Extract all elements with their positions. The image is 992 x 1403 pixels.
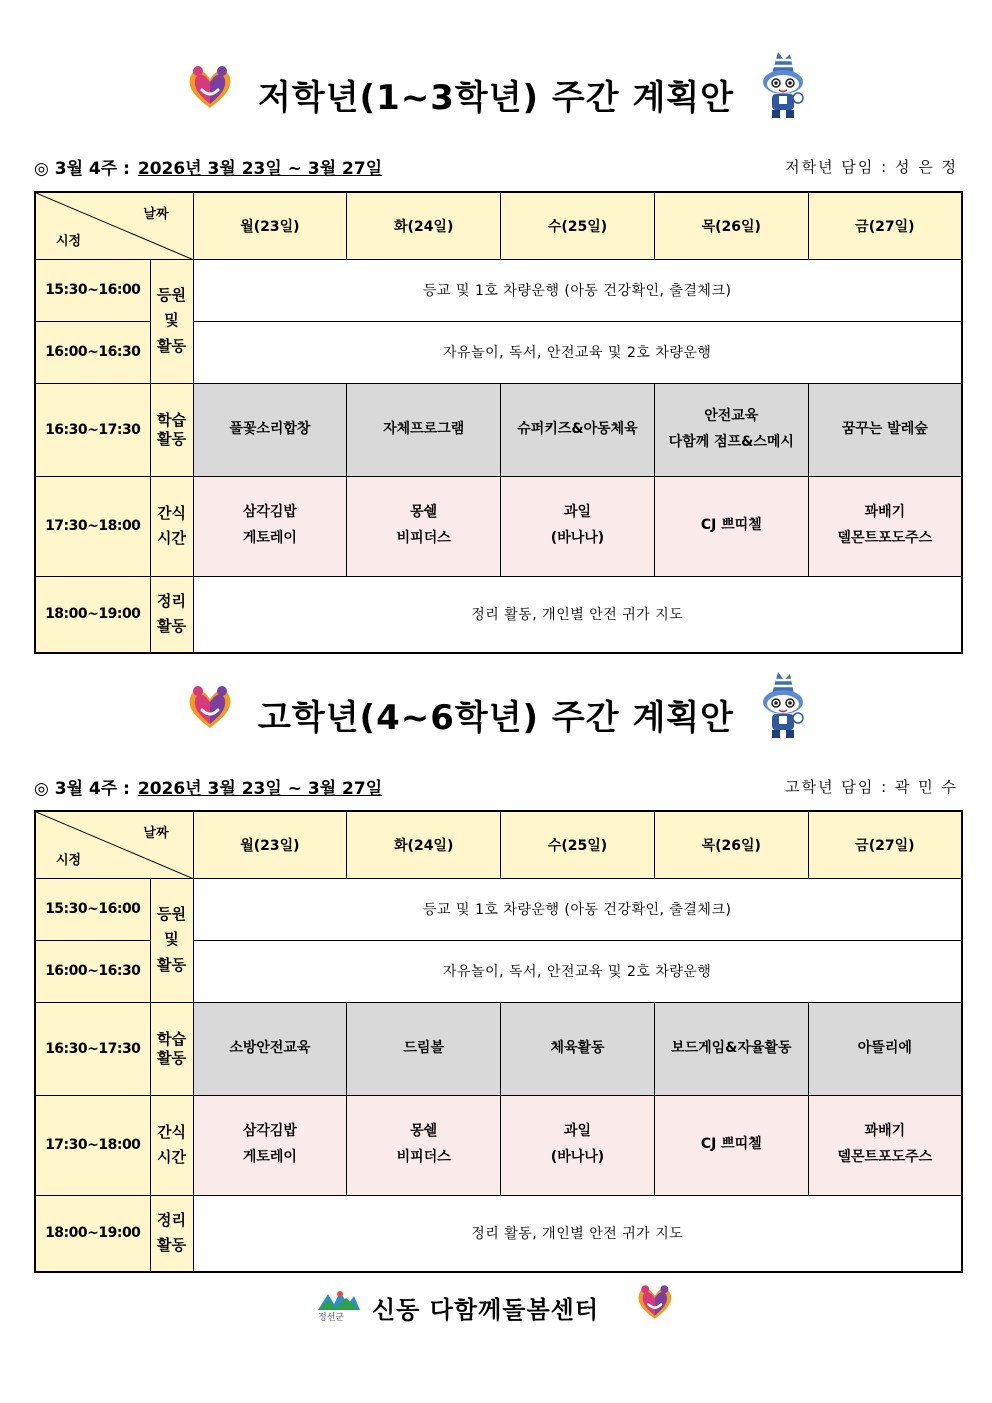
cell-line: 슈퍼키즈&아동체육 [517,420,638,437]
corner-date-label: 날짜 [143,826,169,841]
cell-line: 과일 [563,504,592,521]
learning-cell [193,1002,347,1095]
corner-cell [35,192,193,259]
cell-line: 과일 [563,1123,592,1140]
snack-cell [654,476,808,576]
day-header: 수(25일) [501,192,655,259]
category-line: 등원 [157,904,186,923]
cell-line: 보드게임&자율활동 [671,1039,792,1056]
cell-line: 체육활동 [550,1039,605,1056]
learning-cell [654,383,808,476]
day-header: 수(25일) [501,811,655,878]
cell-line: 드림볼 [403,1039,444,1056]
cell-line: CJ 쁘띠첼 [700,517,762,534]
week-info [34,154,382,179]
category-cell [150,1002,193,1095]
header-row [35,192,962,259]
cell-line: 비피더스 [396,530,451,546]
heart-people-logo-icon [634,1282,676,1327]
time-cell: 16:30~17:30 [35,1002,150,1095]
category-line: 간식 [157,1122,186,1141]
snack-cell [193,476,347,576]
cell-line: 게토레이 [242,530,297,546]
cell-line: 다함께 점프&스메시 [668,433,794,450]
cell-line: 몽쉘 [410,504,438,521]
time-cell: 18:00~19:00 [35,576,150,653]
category-line: 활동 [157,429,186,448]
category-line: 활동 [157,617,186,636]
week-label: ◎ 3월 4주 : [34,159,130,179]
time-cell: 16:30~17:30 [35,383,150,476]
time-cell: 15:30~16:00 [35,878,150,940]
cell-line: 소방안전교육 [229,1039,311,1056]
mascot-character-icon [752,670,814,744]
category-line: 활동 [157,336,186,355]
category-line: 등원 [157,285,186,304]
learning-cell [654,1002,808,1095]
activity-cell: 정리 활동, 개인별 안전 귀가 지도 [193,576,962,653]
category-line: 및 [164,311,179,330]
cell-line: 풀꽃소리합창 [229,420,311,437]
cell-line: 자체프로그램 [383,420,465,437]
snack-cell [501,1095,655,1195]
day-header: 목(26일) [654,811,808,878]
time-cell: 17:30~18:00 [35,1095,150,1195]
day-header: 화(24일) [347,192,501,259]
learning-cell [193,383,347,476]
snack-cell [808,476,962,576]
info-row [34,770,962,800]
cell-line: 안전교육 [704,408,759,425]
title-row [0,58,992,128]
day-header: 금(27일) [808,192,962,259]
corner-time-label: 시정 [56,852,82,868]
category-line: 학습 [157,410,186,429]
mascot-character-icon [752,50,814,124]
category-line: 활동 [157,955,186,974]
time-cell: 15:30~16:00 [35,259,150,321]
cell-line: 게토레이 [242,1149,297,1165]
cell-line: 델몬트포도주스 [837,530,933,546]
corner-time-label: 시정 [56,233,82,249]
cell-line: CJ 쁘띠첼 [700,1136,762,1153]
cell-line: 델몬트포도주스 [837,1149,933,1165]
page-title: 고학년(4~6학년) 주간 계획안 [258,698,734,738]
week-label: ◎ 3월 4주 : [34,779,130,799]
category-cell [150,1195,193,1272]
time-cell: 18:00~19:00 [35,1195,150,1272]
table-row [35,878,962,940]
category-line: 시간 [157,1148,186,1166]
learning-cell [347,1002,501,1095]
category-line: 시간 [157,529,186,547]
category-line: 간식 [157,503,186,522]
category-line: 정리 [157,1210,186,1229]
category-cell [150,878,193,1002]
title-row [0,678,992,748]
cell-line: 비피더스 [396,1149,451,1165]
table-row [35,576,962,653]
diagonal-divider-icon [36,812,194,879]
cell-line: 삼각김밥 [242,504,297,521]
teacher-info: 고학년 담임 : 곽 민 수 [785,778,958,796]
day-header: 금(27일) [808,811,962,878]
table-row [35,259,962,321]
cell-line: 꽈배기 [864,504,906,521]
activity-cell: 등교 및 1호 차량운행 (아동 건강확인, 출결체크) [193,259,962,321]
cell-line: 삼각김밥 [242,1123,297,1140]
snack-cell [808,1095,962,1195]
learning-cell [501,1002,655,1095]
snack-cell [501,476,655,576]
date-range: 2026년 3월 23일 ~ 3월 27일 [137,159,383,179]
activity-cell: 자유놀이, 독서, 안전교육 및 2호 차량운행 [193,321,962,383]
table-row [35,1095,962,1195]
category-cell [150,1095,193,1195]
corner-cell [35,811,193,878]
org-name: 신동 다함께돌봄센터 [372,1296,600,1324]
category-cell [150,383,193,476]
activity-cell: 자유놀이, 독서, 안전교육 및 2호 차량운행 [193,940,962,1002]
learning-cell [808,1002,962,1095]
category-line: 활동 [157,1236,186,1255]
day-header: 월(23일) [193,811,347,878]
learning-cell [808,383,962,476]
date-range: 2026년 3월 23일 ~ 3월 27일 [137,779,383,799]
week-info [34,774,382,799]
table-row [35,1195,962,1272]
category-line: 활동 [157,1048,186,1067]
cell-line: (바나나) [550,530,605,546]
category-line: 학습 [157,1029,186,1048]
day-header: 목(26일) [654,192,808,259]
schedule-table [34,810,963,1273]
schedule-table [34,191,963,654]
category-line: 및 [164,930,179,949]
cell-line: (바나나) [550,1149,605,1165]
learning-cell [347,383,501,476]
time-cell: 17:30~18:00 [35,476,150,576]
diagonal-divider-icon [36,193,194,260]
time-cell: 16:00~16:30 [35,940,150,1002]
corner-date-label: 날짜 [143,207,169,222]
teacher-info: 저학년 담임 : 성 은 정 [785,158,958,176]
table-row [35,476,962,576]
cell-line: 아뜰리에 [857,1039,912,1056]
footer [0,1282,992,1332]
category-line: 정리 [157,591,186,610]
cell-line: 몽쉘 [410,1123,438,1140]
category-cell [150,576,193,653]
header-row [35,811,962,878]
snack-cell [193,1095,347,1195]
info-row [34,150,962,180]
activity-cell: 등교 및 1호 차량운행 (아동 건강확인, 출결체크) [193,878,962,940]
table-row [35,1002,962,1095]
cell-line: 꽈배기 [864,1123,906,1140]
page-title: 저학년(1~3학년) 주간 계획안 [258,78,734,118]
category-cell [150,476,193,576]
snack-cell [347,476,501,576]
gov-label: 정선군 [318,1313,345,1323]
snack-cell [654,1095,808,1195]
table-row [35,383,962,476]
time-cell: 16:00~16:30 [35,321,150,383]
learning-cell [501,383,655,476]
day-header: 월(23일) [193,192,347,259]
snack-cell [347,1095,501,1195]
category-cell [150,259,193,383]
day-header: 화(24일) [347,811,501,878]
cell-line: 꿈꾸는 발레숲 [841,420,928,437]
activity-cell: 정리 활동, 개인별 안전 귀가 지도 [193,1195,962,1272]
